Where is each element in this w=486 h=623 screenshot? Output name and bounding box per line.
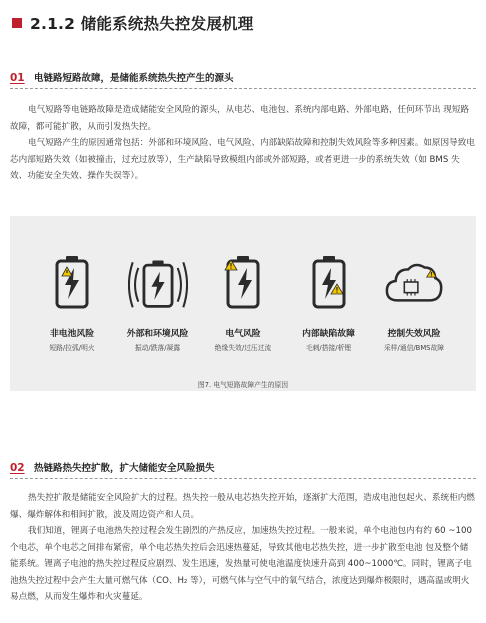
page-title-bar [12, 12, 253, 34]
risk-sub: 绝缘失效/过压过流 [214, 344, 272, 352]
section-2-number: 02 [10, 462, 25, 474]
section-1-body [10, 102, 476, 185]
risk-item-non-battery [30, 252, 114, 352]
section-2-paragraph-1: 热失控扩散是储能安全风险扩大的过程。热失控一般从电芯热失控开始，逐渐扩大范围，造成电池包起火、系统柜内燃爆、爆炸解体和相间扩散，波及周边资产和人员。 [10, 493, 475, 520]
risk-label: 内部缺陷故障 [302, 329, 355, 339]
risk-item-electrical [201, 252, 285, 352]
risk-item-control-failure [372, 252, 456, 352]
risk-sub: 采样/通信/BMS故障 [383, 344, 445, 352]
section-1-header [10, 70, 476, 89]
title-marker [12, 18, 22, 28]
battery-lightning-icon [42, 252, 102, 312]
risk-label: 外部和环境风险 [126, 329, 189, 339]
figure-panel [10, 216, 476, 391]
section-2-title: 热链路热失控扩散，扩大储能安全风险损失 [34, 463, 215, 474]
section-1-paragraph-1: 电气短路等电链路故障是造成储能安全风险的源头，从电芯、电池包、系统内部电路、外部电路，任何环节出 现短路故障，都可能扩散，从而引发热失控。 [10, 105, 470, 132]
risk-item-internal-defect [287, 252, 371, 352]
risk-sub: 振动/跌落/凝露 [134, 344, 181, 352]
section-2-body [10, 490, 476, 606]
risk-icon-row [10, 216, 476, 352]
figure-caption: 图7. 电气短路故障产生的原因 [197, 381, 289, 389]
battery-defect-warning-icon [299, 252, 359, 312]
section-1-number: 01 [10, 72, 25, 84]
section-2-header [10, 460, 476, 479]
risk-label: 控制失效风险 [387, 329, 441, 339]
section-1-paragraph-2: 电气短路产生的原因通常包括：外部和环境风险、电气风险、内部缺陷故障和控制失效风险等多种因素。如原因导致电芯内部短路失效（如被撞击，过充过放等），生产缺陷导致模组内部或外部短路，或者更进一步的系统失效（如 BMS 失效、功能安全失效、操作失误等）。 [10, 138, 475, 181]
section-1-divider [10, 88, 476, 89]
section-2-divider [10, 478, 476, 479]
page-title: 2.1.2 储能系统热失控发展机理 [30, 15, 254, 33]
risk-item-external [116, 252, 200, 352]
cloud-chip-warning-icon [384, 252, 444, 312]
risk-label: 电气风险 [225, 329, 261, 339]
risk-sub: 短路/拉弧/明火 [49, 344, 95, 352]
battery-warning-icon [213, 252, 273, 312]
section-1-title: 电链路短路故障，是储能系统热失控产生的源头 [34, 73, 234, 84]
battery-signal-lightning-icon [128, 252, 188, 312]
section-2-paragraph-2: 我们知道，锂离子电池热失控过程会发生剧烈的产热反应，加速热失控过程。一般来说，单个电池包内有约 60 ~100 个电芯，单个电芯之间排布紧密，单个电芯热失控后会迅速热蔓延，导致其他电芯热失控，进一步扩散至电池 包及整个储能系统。锂离子电池的热失控过程反应剧烈、发生迅速，发热量可使电池温度快速升高到 400~1000℃。同时，锂离子电池热失控过程中会产生大量可燃气体（CO、H₂ 等），可燃气体与空气中的氧气结合，浓度达到爆炸极限时，遇高温或明火易点燃，从而发生爆炸和火灾蔓延。 [10, 526, 472, 602]
risk-label: 非电池风险 [50, 329, 94, 339]
risk-sub: 毛刺/搭接/析锂 [305, 344, 352, 352]
